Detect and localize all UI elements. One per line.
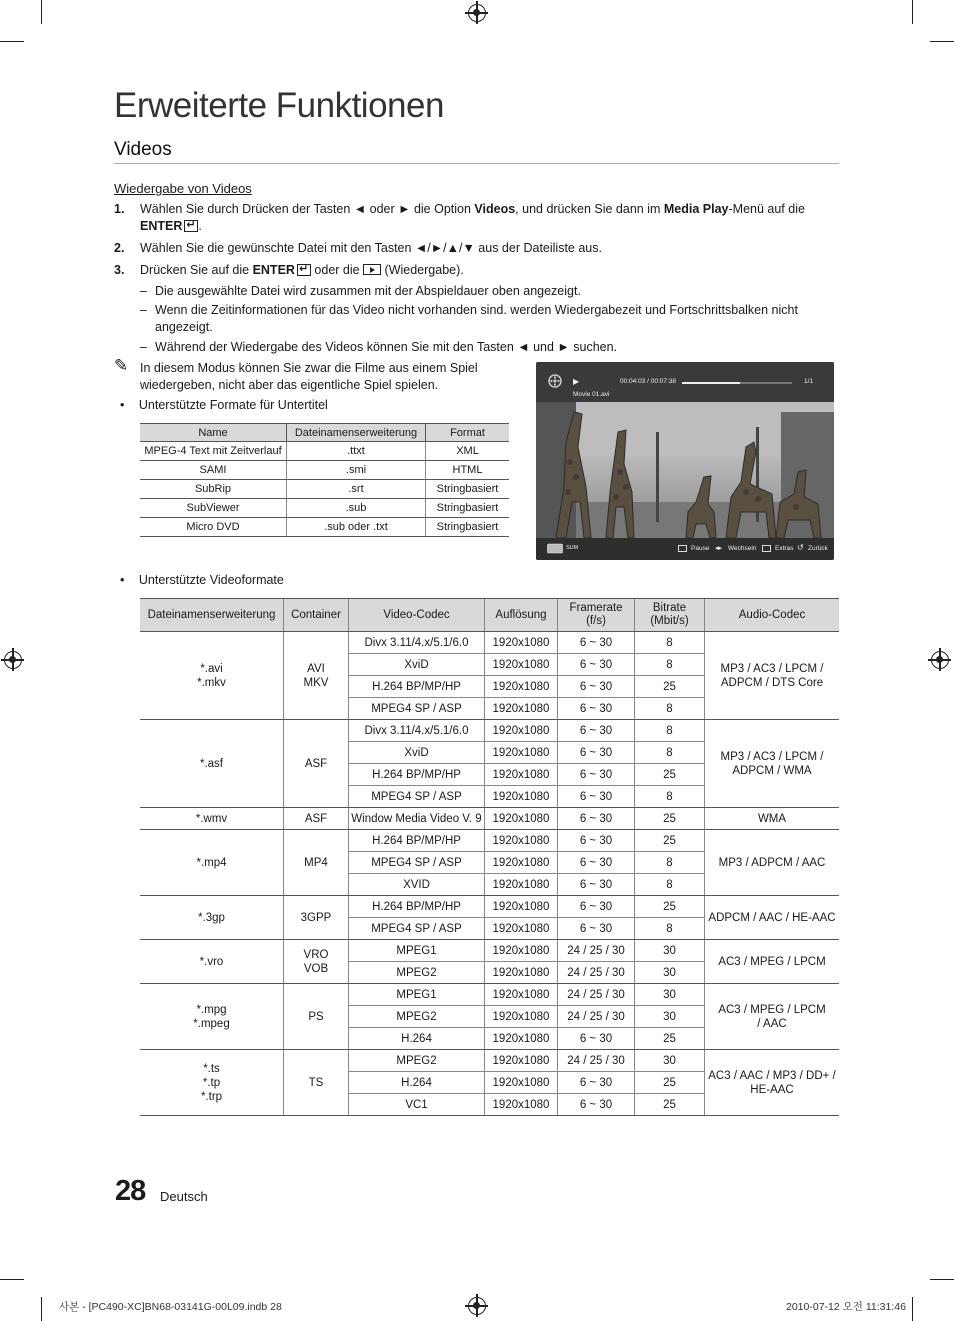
table-cell: 6 ~ 30 [558,852,635,874]
audio-codec-cell [705,896,840,940]
crop-mark [41,0,42,24]
page-title: Erweiterte Funktionen [114,86,444,125]
audio-codec-line: / AAC [757,1017,787,1030]
audio-codec-cell [705,720,840,808]
table-header-row [140,424,509,442]
table-cell: 30 [635,1006,705,1028]
extension-cell-line: *.mpeg [193,1017,230,1030]
extension-cell-line: *.mp4 [196,856,227,869]
table-cell: 1920x1080 [485,720,558,742]
table-cell: 1920x1080 [485,698,558,720]
crop-mark [930,1279,954,1280]
container-cell [284,720,349,808]
extension-cell-line: *.avi [200,662,223,675]
note [114,356,514,394]
crop-mark [930,41,954,42]
table-cell: 1920x1080 [485,962,558,984]
table-cell: 30 [635,1050,705,1072]
container-cell-line: VOB [303,962,329,975]
table-cell: 1920x1080 [485,654,558,676]
table-cell: 1920x1080 [485,1050,558,1072]
audio-codec-line: ADPCM / AAC / HE-AAC [708,911,836,924]
note-text: wiedergeben, nicht aber das eigentliche Spiel spielen. [140,378,439,392]
table-cell: XVID [349,874,485,896]
subsection-title: Wiedergabe von Videos [114,181,252,196]
column-header: Dateinamenserweiterung [140,599,284,632]
table-cell: 30 [635,962,705,984]
table-cell: 1920x1080 [485,1094,558,1116]
giraffe-video-frame [536,402,834,538]
column-header: Bitrate (Mbit/s) [635,599,705,632]
extension-cell [140,830,284,896]
table-header-row [140,599,839,632]
table-cell: 6 ~ 30 [558,654,635,676]
progress-track [682,382,792,384]
table-cell: 8 [635,874,705,896]
step-text: Drücken Sie auf die [140,263,253,277]
step-text: -Menü auf die [728,202,805,216]
step-text: Wählen Sie durch Drücken der Tasten ◄ oder ► die Option [140,202,475,216]
section-divider [114,163,839,164]
note-text: In diesem Modus können Sie zwar die Filme aus einem Spiel [140,361,478,375]
container-cell-line: PS [308,1010,324,1023]
table-row [140,940,839,962]
tv-device-name: SUM [566,545,579,551]
table-cell: Micro DVD [140,518,287,537]
table-row [140,808,839,830]
table-cell: 6 ~ 30 [558,698,635,720]
dash-note-text: Die ausgewählte Datei wird zusammen mit der Abspieldauer oben angezeigt. [155,284,581,298]
table-cell: 1920x1080 [485,1028,558,1050]
table-row [140,442,509,461]
page-language: Deutsch [160,1189,208,1204]
table-cell: 6 ~ 30 [558,764,635,786]
bullet-text: Unterstützte Videoformate [138,573,284,587]
audio-codec-cell [705,1050,840,1116]
column-header: Name [140,424,287,442]
table-cell: MPEG2 [349,1006,485,1028]
step-2 [114,240,839,257]
page-number: 28 [115,1175,146,1207]
table-cell: 1920x1080 [485,984,558,1006]
subtitle-formats-table [140,423,509,537]
extension-cell-line: *.vro [199,955,224,968]
crop-mark [912,0,913,24]
crop-mark [0,41,24,42]
step-menu: Media Play [663,202,729,216]
crop-mark [0,1279,24,1280]
audio-codec-cell [705,830,840,896]
step-option: Videos [474,202,516,216]
table-cell: MPEG4 SP / ASP [349,786,485,808]
table-cell: 1920x1080 [485,874,558,896]
audio-codec-cell [705,632,840,720]
container-cell-line: MP4 [304,856,328,869]
table-cell: SubRip [140,480,287,499]
audio-codec-line: AC3 / AAC / MP3 / DD+ / [708,1069,836,1082]
progress-fill [682,382,740,384]
table-cell: 6 ~ 30 [558,808,635,830]
extension-cell-line: *.ts [203,1062,220,1075]
step-1 [114,201,839,235]
tv-control-bar [536,538,834,560]
table-row [140,1050,839,1072]
table-cell: XviD [349,742,485,764]
enter-icon [297,264,311,276]
audio-codec-line: AC3 / MPEG / LPCM [718,955,826,968]
table-cell: Divx 3.11/4.x/5.1/6.0 [349,720,485,742]
dash-icon: – [140,340,147,354]
table-row [140,461,509,480]
column-header: Dateinamenserweiterung [287,424,426,442]
extension-cell [140,808,284,830]
tv-page-count: 1/1 [804,378,814,385]
table-cell: SAMI [140,461,287,480]
audio-codec-line: AC3 / MPEG / LPCM [718,1003,826,1016]
tv-control-label: Extras [775,545,794,552]
table-row [140,984,839,1006]
column-header: Video-Codec [349,599,485,632]
table-cell: 25 [635,830,705,852]
table-cell: XviD [349,654,485,676]
table-cell: 6 ~ 30 [558,720,635,742]
table-cell: 25 [635,676,705,698]
dash-note [140,302,839,336]
container-cell-line: VRO [303,948,329,961]
table-row [140,896,839,918]
registration-mark-icon [931,651,949,669]
video-formats-table [140,598,839,1116]
extension-cell [140,896,284,940]
step-3 [114,262,839,279]
play-state-icon: ▶ [573,377,580,386]
container-cell [284,896,349,940]
dash-note-text: Wenn die Zeitinformationen für das Video nicht vorhanden sind. werden Wiedergabezeit und Fortschrittsbalken nicht angezeigt. [155,303,798,334]
crop-mark [912,1297,913,1321]
step-text: (Wiedergabe). [381,263,464,277]
table-cell: 25 [635,808,705,830]
table-cell: 6 ~ 30 [558,676,635,698]
table-cell: SubViewer [140,499,287,518]
table-cell: 6 ~ 30 [558,918,635,940]
enter-label: ENTER [140,219,183,233]
container-cell-line: 3GPP [300,911,332,924]
print-slug-date: 2010-07-12 오전 11:31:46 [786,1301,906,1313]
table-cell: MPEG1 [349,940,485,962]
extension-cell-line: *.trp [200,1090,223,1103]
audio-codec-cell [705,808,840,830]
container-cell [284,830,349,896]
table-cell: .ttxt [287,442,426,461]
extension-cell-line: *.tp [202,1076,221,1089]
container-cell [284,940,349,984]
table-cell: HTML [426,461,510,480]
film-reel-icon [548,374,564,388]
table-cell: 8 [635,698,705,720]
dash-note [140,339,839,356]
extension-cell [140,1050,284,1116]
tv-filename: Movie 01.avi [573,391,610,398]
container-cell-line: AVI [307,662,325,675]
table-row [140,518,509,537]
column-header: Format [426,424,510,442]
table-cell: 6 ~ 30 [558,632,635,654]
enter-icon [678,545,687,552]
table-cell: H.264 BP/MP/HP [349,676,485,698]
step-text: Wählen Sie die gewünschte Datei mit den Tasten ◄/►/▲/▼ aus der Dateiliste aus. [140,241,602,255]
table-cell: 8 [635,742,705,764]
bullet-icon: • [120,573,125,587]
extension-cell-line: *.asf [199,757,223,770]
table-cell: 24 / 25 / 30 [558,940,635,962]
table-cell: MPEG-4 Text mit Zeitverlauf [140,442,287,461]
table-row [140,830,839,852]
audio-codec-line: HE-AAC [750,1083,794,1096]
table-cell: 25 [635,764,705,786]
registration-mark-icon [4,651,22,669]
column-header: Auflösung [485,599,558,632]
enter-label: ENTER [252,263,295,277]
container-cell [284,632,349,720]
container-cell-line: TS [308,1076,324,1089]
tv-control-label: Zurück [808,545,828,552]
step-number: 2. [114,241,125,255]
table-cell: 1920x1080 [485,808,558,830]
table-cell: MPEG4 SP / ASP [349,852,485,874]
table-cell: 8 [635,918,705,940]
audio-codec-cell [705,940,840,984]
audio-codec-line: MP3 / AC3 / LPCM / [720,750,824,763]
table-cell: Stringbasiert [426,518,510,537]
tv-time: 00:04:03 / 00:07:38 [620,378,677,385]
table-cell: 6 ~ 30 [558,874,635,896]
dash-note [140,283,839,300]
dash-note-text: Während der Wiedergabe des Videos können Sie mit den Tasten ◄ und ► suchen. [155,340,618,354]
table-row [140,480,509,499]
table-cell: 6 ~ 30 [558,742,635,764]
table-cell: 1920x1080 [485,1006,558,1028]
note-pencil-icon: ✎ [114,356,129,375]
table-cell: H.264 [349,1028,485,1050]
table-cell: 6 ~ 30 [558,786,635,808]
audio-codec-line: ADPCM / WMA [732,764,812,777]
column-header: Container [284,599,349,632]
table-cell: MPEG4 SP / ASP [349,698,485,720]
column-header: Audio-Codec [705,599,840,632]
container-cell [284,984,349,1050]
step-text: , und drücken Sie dann im [515,202,664,216]
column-header: Framerate (f/s) [558,599,635,632]
table-row [140,499,509,518]
section-title: Videos [114,139,172,160]
table-cell: 8 [635,720,705,742]
table-cell: VC1 [349,1094,485,1116]
table-cell: MPEG2 [349,1050,485,1072]
step-text: oder die [310,263,364,277]
crop-mark [41,1297,42,1321]
table-cell: 25 [635,1028,705,1050]
table-cell: 1920x1080 [485,830,558,852]
table-cell: 6 ~ 30 [558,896,635,918]
extension-cell-line: *.mpg [196,1003,227,1016]
table-cell: H.264 [349,1072,485,1094]
container-cell-line: ASF [304,757,328,770]
return-icon: ↺ [797,543,804,552]
extension-cell [140,720,284,808]
table-cell: 24 / 25 / 30 [558,962,635,984]
extension-cell [140,940,284,984]
registration-mark-icon [468,1297,486,1315]
table-cell: MPEG4 SP / ASP [349,918,485,940]
print-slug-file: 사본 - [PC490-XC]BN68-03141G-00L09.indb 28 [59,1301,282,1313]
table-cell: 6 ~ 30 [558,1094,635,1116]
table-cell: 6 ~ 30 [558,1028,635,1050]
table-cell: 1920x1080 [485,852,558,874]
table-cell: Window Media Video V. 9 [349,808,485,830]
extension-cell [140,632,284,720]
table-cell: 30 [635,940,705,962]
table-cell: .smi [287,461,426,480]
table-cell: .sub oder .txt [287,518,426,537]
table-cell: 24 / 25 / 30 [558,1006,635,1028]
table-cell: 1920x1080 [485,786,558,808]
table-cell: 1920x1080 [485,896,558,918]
enter-icon [184,220,198,232]
table-cell: 8 [635,786,705,808]
table-cell: 8 [635,654,705,676]
table-cell: 8 [635,632,705,654]
extension-cell-line: *.3gp [198,911,225,924]
table-cell: Stringbasiert [426,499,510,518]
table-cell: 25 [635,896,705,918]
tv-screenshot [536,362,834,560]
table-cell: 6 ~ 30 [558,830,635,852]
table-cell: Stringbasiert [426,480,510,499]
table-cell: 8 [635,852,705,874]
table-cell: .srt [287,480,426,499]
extension-cell [140,984,284,1050]
play-icon [363,264,381,275]
table-cell: 1920x1080 [485,940,558,962]
dash-icon: – [140,303,147,317]
table-cell: XML [426,442,510,461]
table-cell: 1920x1080 [485,676,558,698]
step-text: . [198,219,202,233]
audio-codec-cell [705,984,840,1050]
usb-device-icon [547,543,563,554]
table-cell: MPEG2 [349,962,485,984]
registration-mark-icon [468,4,486,22]
tv-info-bar [536,362,834,402]
extension-cell-line: *.mkv [197,676,226,689]
table-cell: 1920x1080 [485,632,558,654]
table-cell: 1920x1080 [485,918,558,940]
container-cell-line: MKV [303,676,329,689]
tools-icon [762,545,771,552]
table-row [140,632,839,654]
tv-control-label: Pause [691,545,710,552]
container-cell [284,808,349,830]
table-cell: H.264 BP/MP/HP [349,764,485,786]
table-row [140,720,839,742]
step-number: 3. [114,263,125,277]
bullet-videoformats [120,572,284,589]
table-cell: .sub [287,499,426,518]
audio-codec-line: MP3 / ADPCM / AAC [718,856,826,869]
container-cell [284,1050,349,1116]
audio-codec-line: ADPCM / DTS Core [720,676,824,689]
table-cell: 25 [635,1072,705,1094]
bullet-icon: • [120,398,125,412]
table-cell: 1920x1080 [485,742,558,764]
table-cell: MPEG1 [349,984,485,1006]
table-cell: Divx 3.11/4.x/5.1/6.0 [349,632,485,654]
tv-control-label: Wechseln [728,545,757,552]
table-cell: 1920x1080 [485,1072,558,1094]
bullet-subtitles [120,397,328,414]
step-number: 1. [114,202,125,216]
table-cell: 30 [635,984,705,1006]
audio-codec-line: MP3 / AC3 / LPCM / [720,662,824,675]
table-cell: H.264 BP/MP/HP [349,830,485,852]
table-cell: H.264 BP/MP/HP [349,896,485,918]
container-cell-line: ASF [304,812,328,825]
table-cell: 6 ~ 30 [558,1072,635,1094]
table-cell: 24 / 25 / 30 [558,1050,635,1072]
extension-cell-line: *.wmv [195,812,228,825]
dash-icon: – [140,284,147,298]
audio-codec-line: WMA [757,812,787,825]
table-cell: 1920x1080 [485,764,558,786]
table-cell: 24 / 25 / 30 [558,984,635,1006]
bullet-text: Unterstützte Formate für Untertitel [138,398,328,412]
left-right-icon: ◂▸ [715,545,723,552]
table-cell: 25 [635,1094,705,1116]
